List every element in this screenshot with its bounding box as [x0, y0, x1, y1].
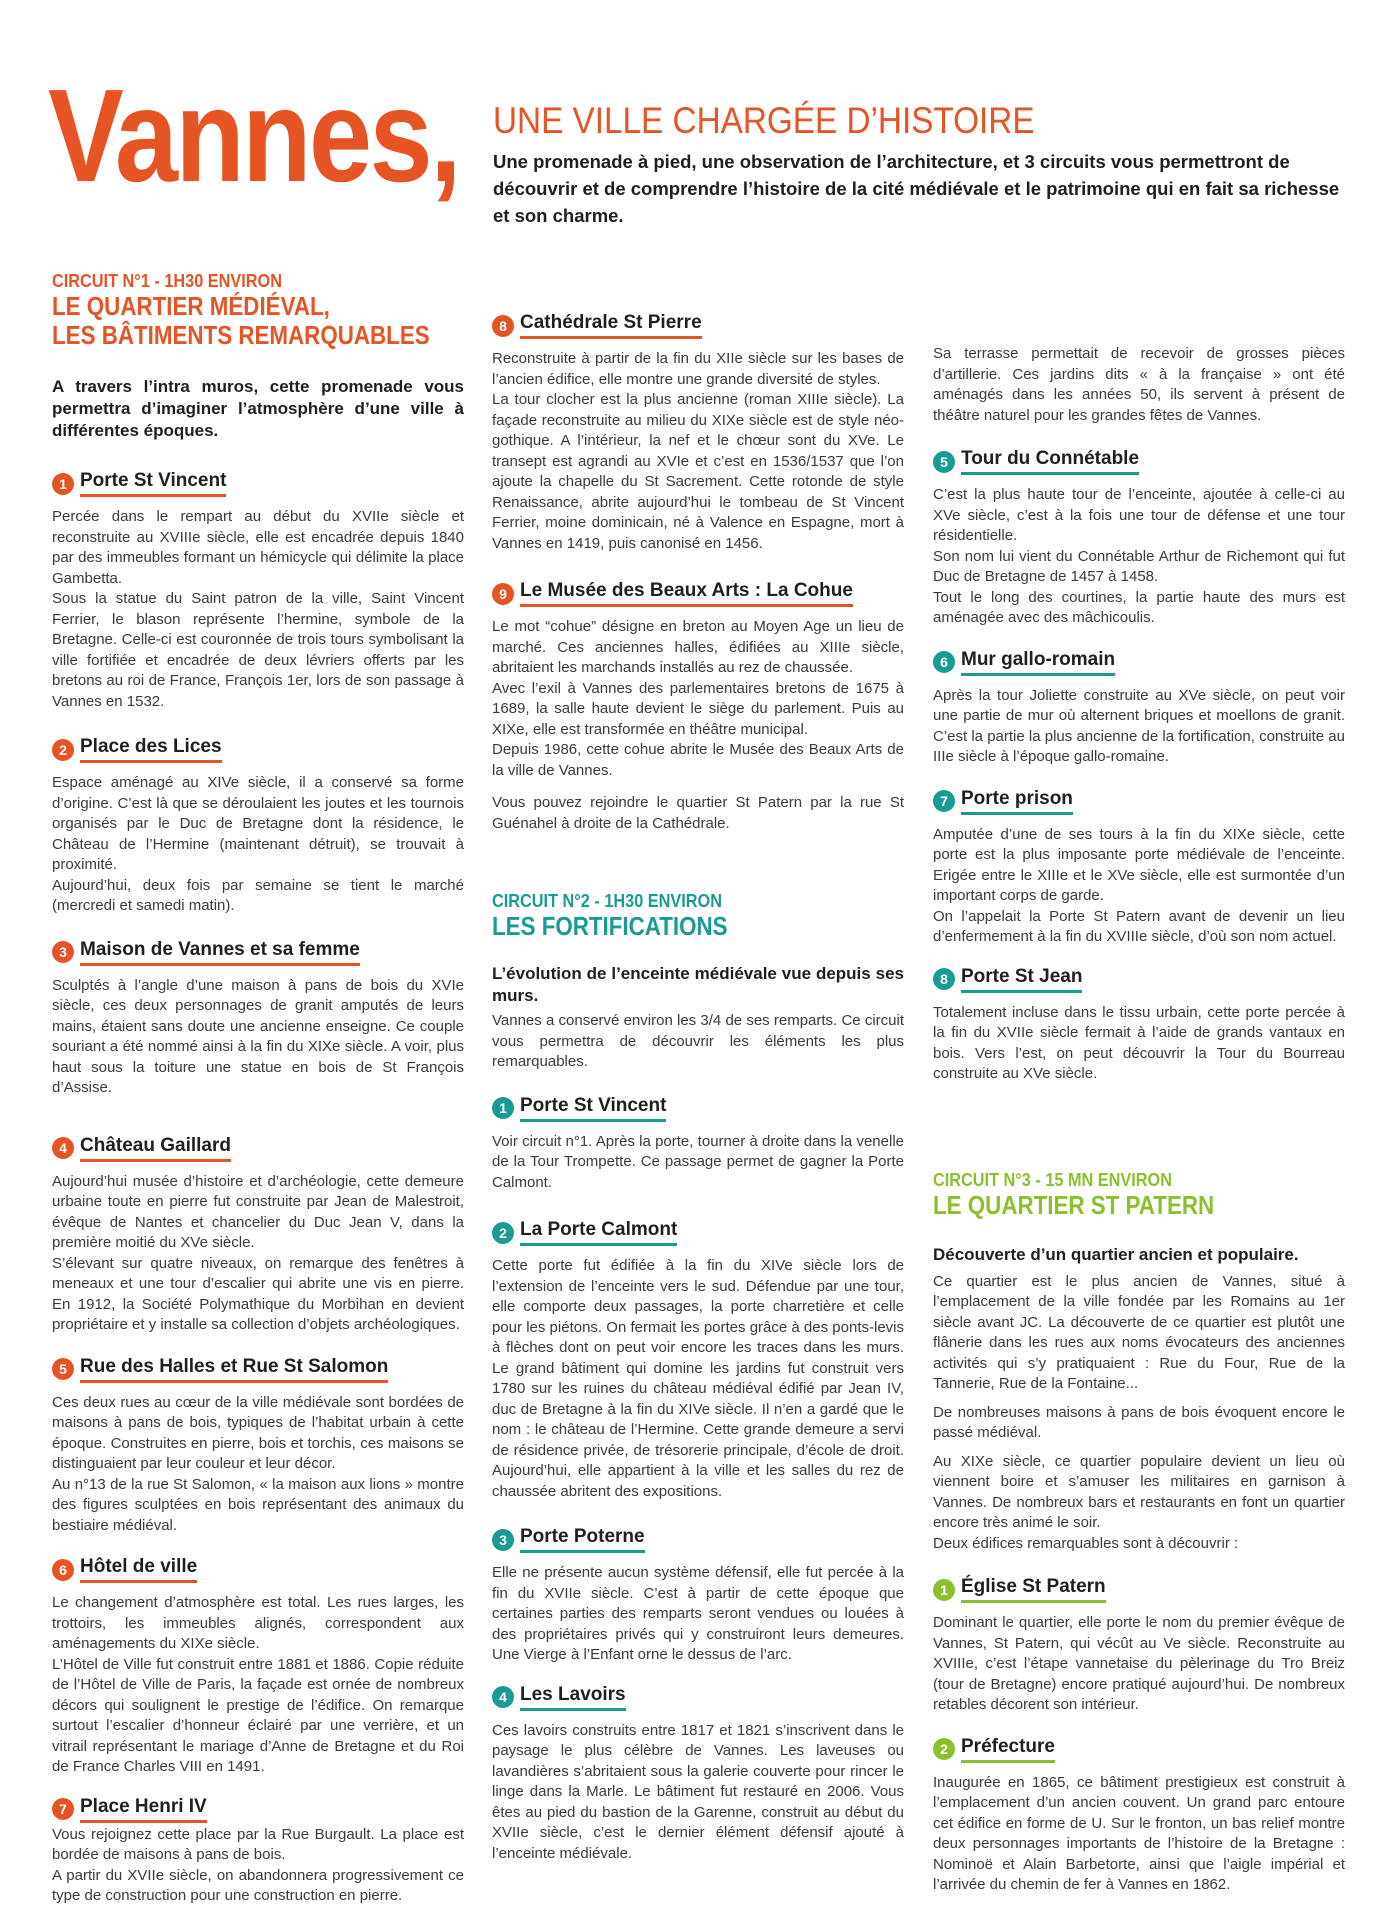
section-text: Reconstruite à partir de la fin du XIIe siècle sur les bases de l’ancien édifice, elle montre une grande diversité de styles. La tour clocher est la plus ancienne (roman XIIIe siècle). La façade reconstruite au milieu du XIXe siècle est de style néo-gothique. A l’intérieur, la nef et le chœur sont du XVe. Le transept est agrandi au XVIe et c’est en 1536/1537 que l’on ajoute la chapelle du St Sacrement. Cette rotonde de style Renaissance, abrite aujourd’hui le tombeau de St Vincent Ferrier, moine dominicain, né à Valence en Espagne, mort à Vannes en 1419, puis canonisé en 1456. [492, 350, 904, 552]
number-badge: 4 [492, 1686, 514, 1708]
section-eglise-st-patern [933, 1576, 1345, 1716]
circuit3-para2: De nombreuses maisons à pans de bois évoquent encore le passé médiéval. [933, 1403, 1345, 1441]
circuit1-title-line2: LES BÂTIMENTS REMARQUABLES [52, 320, 430, 350]
section-tour-connetable [933, 448, 1345, 629]
intro-text: Une promenade à pied, une observation de l’architecture, et 3 circuits vous permettront de découvrir et de comprendre l’histoire de la cité médiévale et le patrimoine qui en fait sa richesse et son charme. [493, 151, 1340, 226]
number-badge: 2 [52, 739, 74, 761]
section-porte-st-jean [933, 966, 1345, 1085]
section-text: Totalement incluse dans le tissu urbain, cette porte percée à la fin du XVIIe siècle fermait à l’aide de grands vantaux en bois. Vers l’est, on peut découvrir la Tour du Bourreau construite au XVe siècle. [933, 1003, 1345, 1082]
section-text: Percée dans le rempart au début du XVIIe siècle et reconstruite au XVIIIe siècle, elle est encadrée depuis 1840 par des immeubles formant un hémicycle qui délimite la place Gambetta. Sous la statue du Saint patron de la ville, Saint Vincent Ferrier, le blason représente l’hermine, symbole de la Bretagne. Celle-ci est couronnée de trois tours symbolisant la ville fortifiée et encadrée de deux lévriers offerts par les bretons au roi de France, François 1er, lors de son passage à Vannes en 1532. [52, 508, 464, 710]
section-title: Porte St Vincent [520, 1095, 666, 1122]
section-text: Espace aménagé au XIVe siècle, il a conservé sa forme d’origine. C’est là que se déroulaient les joutes et les tournois organisés par le Duc de Bretagne dont la résidence, le Château de l’Hermine (maintenant détruit), se trouvait à proximité. Aujourd’hui, deux fois par semaine se tient le marché (mercredi et samedi matin). [52, 774, 464, 914]
section-rue-des-halles [52, 1356, 464, 1537]
section-prefecture [933, 1736, 1345, 1896]
circuit2-lead-text: Vannes a conservé environ les 3/4 de ses remparts. Ce circuit vous permettra de découvrir les éléments les plus remarquables. [492, 1012, 904, 1070]
section-text: Inaugurée en 1865, ce bâtiment prestigieux est construit à l’emplacement d’un ancien couvent. Un grand parc entoure cet édifice en forme de U. Sur le fronton, un bas relief montre deux personnages importants de l’histoire de la Bretagne : Nominoë et Alain Barbetorte, ainsi que l’aigle impérial et l’arrivée du chemin de fer à Vannes en 1862. [933, 1773, 1345, 1893]
section-title: Tour du Connétable [961, 448, 1139, 475]
circuit3-para1: Ce quartier est le plus ancien de Vannes, situé à l’emplacement de la ville fondée par les Romains au 1er siècle avant JC. La découverte de ce quartier est plutôt une flânerie dans les rues aux noms évocateurs des anciennes activités qui s’y pratiquaient : Rue du Four, Rue de la Tannerie, Rue de la Fontaine... [933, 1272, 1345, 1392]
number-badge: 2 [492, 1222, 514, 1244]
section-place-henri-iv [52, 1796, 464, 1907]
section-title: Place des Lices [80, 736, 222, 763]
section-porte-poterne [492, 1526, 904, 1666]
number-badge: 1 [492, 1097, 514, 1119]
circuit1-title-line1: LE QUARTIER MÉDIÉVAL, [52, 291, 330, 321]
circuit3-header [933, 1169, 1345, 1220]
section-title: Porte St Vincent [80, 470, 226, 497]
section-title: Hôtel de ville [80, 1556, 197, 1583]
circuit3-title: LE QUARTIER ST PATERN [933, 1189, 1215, 1220]
page-subtitle: UNE VILLE CHARGÉE D’HISTOIRE [493, 100, 1035, 141]
section-text: C’est la plus haute tour de l’enceinte, ajoutée à celle-ci au XVe siècle, c’est à la fois une tour de défense et une tour résidentielle. Son nom lui vient du Connétable Arthur de Richemont qui fut Duc de Bretagne de 1457 à 1458. Tout le long des courtines, la partie haute des murs est aménagée avec des mâchicoulis. [933, 486, 1345, 626]
section-text: Le mot “cohue” désigne en breton au Moyen Age un lieu de marché. Ces anciennes halles, édifiées au XIIIe siècle, abritaient les marchands installés au rez de chaussée. Avec l’exil à Vannes des parlementaires bretons de 1675 à 1689, la salle haute devient le siège du parlement. Puis au XIXe, elle est transformée en théâtre municipal. Depuis 1986, cette cohue abrite le Musée des Beaux Arts de la ville de Vannes. [492, 618, 904, 779]
page-header [0, 0, 1383, 260]
section-title: Le Musée des Beaux Arts : La Cohue [520, 580, 853, 607]
section-lavoirs [492, 1684, 904, 1865]
column-1 [52, 270, 464, 1907]
section-text: Ces lavoirs construits entre 1817 et 1821 s’inscrivent dans le paysage le plus célèbre de Vannes. Les laveuses ou lavandières s’abritaient sous la galerie couverte pour rincer le linge dans la Marle. Le bâtiment fut restauré en 2006. Vous êtes au pied du bastion de la Garenne, construit au début du XVIIe siècle, c’est le dernier élément défensif ajouté à l’enceinte médiévale. [492, 1721, 904, 1862]
number-badge: 3 [52, 941, 74, 963]
section-title: Cathédrale St Pierre [520, 312, 702, 339]
section-text: Sculptés à l’angle d’une maison à pans de bois du XVIe siècle, ces deux personnages de granit amputés de leurs mains, étaient sans doute une ancienne enseigne. Ce couple souriant a été nommé ainsi à la fin du XIXe siècle. A voir, plus haut sous la toiture une statue en bois de St François d’Assise. [52, 976, 464, 1096]
number-badge: 8 [933, 968, 955, 990]
circuit1-lead: A travers l’intra muros, cette promenade vous permettra d’imaginer l’atmosphère d’une ville à différentes époques. [52, 377, 464, 440]
section-text: Voir circuit n°1. Après la porte, tourner à droite dans la venelle de la Tour Trompette. Ce passage permet de gagner la Porte Calmont. [492, 1132, 904, 1191]
section-title: Place Henri IV [80, 1796, 207, 1823]
number-badge: 5 [933, 451, 955, 473]
number-badge: 4 [52, 1137, 74, 1159]
section-title: Préfecture [961, 1736, 1055, 1763]
section-text: Amputée d’une de ses tours à la fin du XIXe siècle, cette porte est la plus imposante porte médiévale de l’enceinte. Erigée entre le XIIIe et le XVe siècle, elle est surmontée d’un important corps de garde. On l’appelait la Porte St Patern avant de devenir un lieu d’enfermement à la fin du XVIIIe siècle, d’où son nom actuel. [933, 825, 1345, 945]
section-text: Aujourd’hui musée d’histoire et d’archéologie, cette demeure urbaine toute en pierre fut construite par Jean de Malestroit, évêque de Nantes et chancelier du Duc Jean V, dans la première moitié du XVe siècle. S’élevant sur quatre niveaux, on remarque des fenêtres à meneaux et une tour d’escalier qui abrite une vis en pierre. En 1912, la Société Polymathique du Morbihan en devient propriétaire et y installe sa collection d’objets archéologiques. [52, 1172, 464, 1333]
number-badge: 1 [52, 473, 74, 495]
section-title: Église St Patern [961, 1576, 1106, 1603]
column-3 [933, 344, 1345, 1896]
circuit3-label: CIRCUIT N°3 - 15 MN ENVIRON [933, 1168, 1172, 1190]
section-text: Le changement d’atmosphère est total. Les rues larges, les trottoirs, les immeubles alignés, correspondent aux aménagements du XIXe siècle. L’Hôtel de Ville fut construit entre 1881 et 1886. Copie réduite de l’Hôtel de Ville de Paris, la façade est ornée de nombreux décors qui soulignent le prestige de l’édifice. On remarque surtout l’escalier d’honneur éclairé par une verrière, et un vitrail représentant le mariage d’Anne de Bretagne et du Roi de France Charles VIII en 1491. [52, 1594, 464, 1775]
number-badge: 8 [492, 315, 514, 337]
section-chateau-gaillard [52, 1135, 464, 1336]
section-place-des-lices [52, 736, 464, 917]
section-cathedrale [492, 312, 904, 554]
circuit1-closing: Vous pouvez rejoindre le quartier St Patern par la rue St Guénahel à droite de la Cathédrale. [492, 794, 904, 832]
section-maison-de-vannes [52, 939, 464, 1099]
section-title: Maison de Vannes et sa femme [80, 939, 360, 966]
number-badge: 3 [492, 1529, 514, 1551]
section-title: Porte Poterne [520, 1526, 645, 1553]
section-c2-porte-st-vincent [492, 1095, 904, 1194]
section-text: Après la tour Joliette construite au XVe siècle, on peut voir une partie de mur où alternent briques et moellons de granit. C’est la partie la plus ancienne de la fortification, construite au IIIe siècle à l’époque gallo-romaine. [933, 686, 1345, 765]
section-porte-st-vincent [52, 470, 464, 712]
section-title: La Porte Calmont [520, 1219, 677, 1246]
number-badge: 1 [933, 1579, 955, 1601]
section-text: Ces deux rues au cœur de la ville médiévale sont bordées de maisons à pans de bois, typiques de l’habitat urbain à cette époque. Construites en pierre, bois et torchis, ces maisons se distinguaient par leur couleur et leur décor. Au n°13 de la rue St Salomon, « la maison aux lions » montre des figures sculptées en bois représentant des animaux du bestiaire médiéval. [52, 1393, 464, 1534]
col3-intro: Sa terrasse permettait de recevoir de grosses pièces d’artillerie. Ces jardins dits « à la française » ont été aménagés dans les années 50, ils servent à présent de théâtre naturel pour les grandes fêtes de Vannes. [933, 345, 1345, 424]
section-title: Rue des Halles et Rue St Salomon [80, 1356, 388, 1383]
section-text: Vous rejoignez cette place par la Rue Burgault. La place est bordée de maisons à pans de bois. A partir du XVIIe siècle, on abandonnera progressivement ce type de construction pour une construction en pierre. [52, 1825, 464, 1904]
section-musee-beaux-arts [492, 580, 904, 781]
page-title: Vannes, [48, 62, 460, 209]
number-badge: 7 [52, 1798, 74, 1820]
section-title: Les Lavoirs [520, 1684, 626, 1711]
circuit3-para3: Au XIXe siècle, ce quartier populaire devient un lieu où viennent boire et s’amuser les militaires en garnison à Vannes. De nombreux bars et restaurants en font un quartier encore très animé le soir. Deux édifices remarquables sont à découvrir : [933, 1452, 1345, 1552]
section-hotel-de-ville [52, 1556, 464, 1778]
section-title: Mur gallo-romain [961, 649, 1115, 676]
section-title: Porte St Jean [961, 966, 1082, 993]
circuit1-label: CIRCUIT N°1 - 1H30 ENVIRON [52, 270, 282, 291]
circuit2-title: LES FORTIFICATIONS [492, 911, 728, 941]
number-badge: 6 [52, 1559, 74, 1581]
number-badge: 7 [933, 790, 955, 812]
number-badge: 9 [492, 583, 514, 605]
section-text: Dominant le quartier, elle porte le nom du premier évêque de Vannes, St Patern, qui vécût au Ve siècle. Reconstruite au XVIIIe, c’est l’étape vannetaise du pèlerinage du Tro Breiz (tour de Bretagne) encore pratiqué aujourd’hui. De nombreux retables décorent son intérieur. [933, 1614, 1345, 1713]
column-2 [492, 312, 904, 1864]
section-mur-gallo-romain [933, 649, 1345, 768]
circuit2-header [492, 890, 904, 941]
number-badge: 5 [52, 1358, 74, 1380]
number-badge: 6 [933, 651, 955, 673]
section-text: Elle ne présente aucun système défensif, elle fut percée à la fin du XVIIe siècle. C’est à partir de cette époque que certaines parties des remparts seront vendues ou louées à des propriétaires privés qui y construiront leurs demeures. Une Vierge à l’Enfant orne le dessus de l’arc. [492, 1564, 904, 1663]
circuit2-lead: L’évolution de l’enceinte médiévale vue depuis ses murs. [492, 964, 904, 1005]
section-porte-prison [933, 788, 1345, 948]
section-text: Cette porte fut édifiée à la fin du XIVe siècle lors de l’extension de l’enceinte vers le sud. Défendue par une tour, elle comporte deux passages, la porte charretière et celle pour les piétons. On fermait les portes grâce à des ponts-levis à flèches dont on peut voir encore les traces dans les murs. Le grand bâtiment qui domine les jardins fut construit vers 1780 sur les ruines du château médiéval édifié par Jean IV, duc de Bretagne à la fin du XIVe siècle. Il n’en a gardé que le nom : le château de l’Hermine. Cette grande demeure a servi de résidence privée, de trésorerie principale, d’école de droit. Aujourd’hui, elle appartient à la ville et les salles du rez de chaussée abritent des expositions. [492, 1257, 904, 1500]
number-badge: 2 [933, 1738, 955, 1760]
section-title: Porte prison [961, 788, 1073, 815]
section-porte-calmont [492, 1219, 904, 1502]
circuit2-label: CIRCUIT N°2 - 1H30 ENVIRON [492, 890, 722, 911]
section-title: Château Gaillard [80, 1135, 231, 1162]
circuit3-lead: Découverte d’un quartier ancien et populaire. [933, 1244, 1299, 1264]
